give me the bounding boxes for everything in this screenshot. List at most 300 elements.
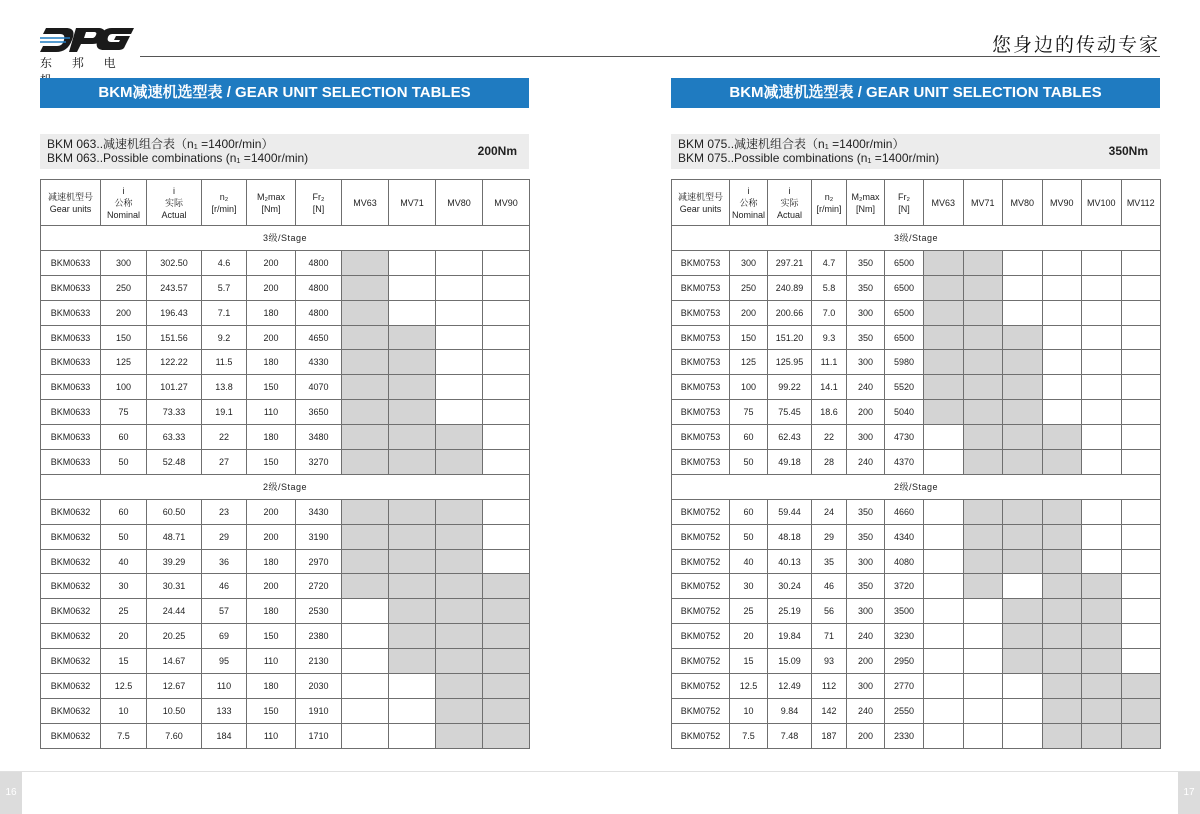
table-row bbox=[672, 599, 1161, 624]
motor-cell-mv90 bbox=[1042, 624, 1082, 649]
model-cell: BKM0633 bbox=[41, 350, 101, 375]
motor-cell-mv71 bbox=[963, 325, 1003, 350]
table-row bbox=[672, 450, 1161, 475]
model-cell: BKM0752 bbox=[672, 649, 730, 674]
m2max-cell: 350 bbox=[847, 250, 885, 275]
motor-cell-mv80 bbox=[1003, 275, 1043, 300]
n2-cell: 56 bbox=[812, 599, 847, 624]
ratio-actual-cell: 48.71 bbox=[147, 524, 202, 549]
fr2-cell: 3480 bbox=[296, 425, 342, 450]
n2-cell: 14.1 bbox=[812, 375, 847, 400]
m2max-header-line: M₂max bbox=[851, 191, 880, 202]
motor-cell-mv112 bbox=[1121, 574, 1161, 599]
motor-cell-mv100 bbox=[1082, 275, 1122, 300]
motor-cell-mv100 bbox=[1082, 549, 1122, 574]
model-cell: BKM0752 bbox=[672, 524, 730, 549]
ratio-actual-cell: 10.50 bbox=[147, 698, 202, 723]
motor-cell-mv100 bbox=[1082, 599, 1122, 624]
fr2-cell: 2970 bbox=[296, 549, 342, 574]
ratio-nominal-header-line: Nominal bbox=[731, 209, 765, 220]
m2max-cell: 240 bbox=[847, 698, 885, 723]
motor-cell-mv80 bbox=[436, 425, 483, 450]
fr2-cell: 3230 bbox=[885, 624, 924, 649]
fr2-cell: 2380 bbox=[296, 624, 342, 649]
table-row bbox=[672, 400, 1161, 425]
motor-cell-mv100 bbox=[1082, 524, 1122, 549]
fr2-cell: 2130 bbox=[296, 649, 342, 674]
company-logo bbox=[40, 26, 140, 70]
n2-cell: 7.0 bbox=[812, 300, 847, 325]
model-cell: BKM0753 bbox=[672, 250, 730, 275]
ratio-actual-header-line: 实际 bbox=[164, 197, 183, 208]
model-cell: BKM0753 bbox=[672, 400, 730, 425]
ratio-nominal-cell: 50 bbox=[730, 450, 768, 475]
m2max-cell: 180 bbox=[247, 599, 296, 624]
model-cell: BKM0633 bbox=[41, 275, 101, 300]
motor-cell-mv80 bbox=[1003, 250, 1043, 275]
motor-cell-mv71 bbox=[963, 574, 1003, 599]
motor-cell-mv90 bbox=[483, 450, 530, 475]
ratio-nominal-cell: 60 bbox=[101, 425, 147, 450]
torque-rating: 350Nm bbox=[1108, 144, 1148, 158]
motor-cell-mv63 bbox=[924, 350, 964, 375]
table-row bbox=[41, 275, 530, 300]
motor-cell-mv90 bbox=[483, 300, 530, 325]
motor-cell-mv63 bbox=[342, 499, 389, 524]
motor-cell-mv63 bbox=[924, 499, 964, 524]
ratio-nominal-cell: 100 bbox=[101, 375, 147, 400]
motor-cell-mv90 bbox=[483, 524, 530, 549]
ratio-nominal-header-line: 公称 bbox=[739, 197, 758, 208]
motor-cell-mv80 bbox=[1003, 425, 1043, 450]
motor-cell-mv71 bbox=[963, 674, 1003, 699]
motor-cell-mv63 bbox=[924, 400, 964, 425]
ratio-actual-cell: 14.67 bbox=[147, 649, 202, 674]
motor-cell-mv71 bbox=[963, 375, 1003, 400]
ratio-actual-header-line: Actual bbox=[776, 209, 802, 220]
gear-units-header bbox=[672, 180, 730, 226]
ratio-actual-cell: 7.60 bbox=[147, 723, 202, 748]
motor-cell-mv90 bbox=[1042, 325, 1082, 350]
motor-header-mv112 bbox=[1121, 180, 1161, 226]
m2max-cell: 110 bbox=[247, 400, 296, 425]
motor-cell-mv71 bbox=[963, 524, 1003, 549]
m2max-cell: 300 bbox=[847, 549, 885, 574]
motor-cell-mv80 bbox=[436, 275, 483, 300]
motor-cell-mv71 bbox=[389, 549, 436, 574]
fr2-header bbox=[885, 180, 924, 226]
table-row bbox=[41, 350, 530, 375]
motor-cell-mv63 bbox=[924, 375, 964, 400]
ratio-actual-cell: 40.13 bbox=[768, 549, 812, 574]
ratio-nominal-cell: 10 bbox=[730, 698, 768, 723]
table-row bbox=[672, 549, 1161, 574]
n2-cell: 22 bbox=[812, 425, 847, 450]
n2-cell: 22 bbox=[202, 425, 247, 450]
model-cell: BKM0633 bbox=[41, 375, 101, 400]
motor-cell-mv100 bbox=[1082, 450, 1122, 475]
model-cell: BKM0632 bbox=[41, 698, 101, 723]
m2max-cell: 350 bbox=[847, 574, 885, 599]
motor-cell-mv90 bbox=[1042, 275, 1082, 300]
motor-cell-mv63 bbox=[342, 574, 389, 599]
ratio-actual-header bbox=[147, 180, 202, 226]
motor-cell-mv80 bbox=[436, 499, 483, 524]
ratio-actual-cell: 75.45 bbox=[768, 400, 812, 425]
ratio-nominal-cell: 50 bbox=[730, 524, 768, 549]
ratio-actual-cell: 60.50 bbox=[147, 499, 202, 524]
motor-cell-mv63 bbox=[924, 250, 964, 275]
motor-cell-mv90 bbox=[1042, 599, 1082, 624]
ratio-nominal-cell: 50 bbox=[101, 524, 147, 549]
fr2-cell: 2030 bbox=[296, 674, 342, 699]
n2-cell: 13.8 bbox=[202, 375, 247, 400]
stage-row bbox=[672, 474, 1161, 499]
fr2-cell: 2950 bbox=[885, 649, 924, 674]
fr2-cell: 5040 bbox=[885, 400, 924, 425]
m2max-cell: 240 bbox=[847, 624, 885, 649]
selection-table-bkm063 bbox=[40, 179, 530, 749]
ratio-nominal-cell: 40 bbox=[730, 549, 768, 574]
motor-cell-mv80 bbox=[436, 649, 483, 674]
motor-cell-mv71 bbox=[963, 549, 1003, 574]
ratio-nominal-header bbox=[730, 180, 768, 226]
motor-cell-mv71 bbox=[389, 250, 436, 275]
model-cell: BKM0752 bbox=[672, 574, 730, 599]
fr2-cell: 3500 bbox=[885, 599, 924, 624]
m2max-cell: 300 bbox=[847, 350, 885, 375]
stage-row bbox=[672, 226, 1161, 251]
motor-cell-mv90 bbox=[483, 499, 530, 524]
n2-cell: 93 bbox=[812, 649, 847, 674]
n2-cell: 11.5 bbox=[202, 350, 247, 375]
ratio-nominal-cell: 20 bbox=[730, 624, 768, 649]
ratio-actual-header-line: i bbox=[173, 185, 175, 196]
motor-cell-mv90 bbox=[483, 698, 530, 723]
info-line-en: BKM 063..Possible combinations (n₁ =1400r/min) bbox=[47, 151, 309, 165]
ratio-actual-cell: 39.29 bbox=[147, 549, 202, 574]
motor-cell-mv63 bbox=[924, 325, 964, 350]
table-row bbox=[41, 599, 530, 624]
ratio-actual-header-line: Actual bbox=[161, 209, 187, 220]
fr2-cell: 6500 bbox=[885, 275, 924, 300]
motor-cell-mv100 bbox=[1082, 425, 1122, 450]
model-cell: BKM0632 bbox=[41, 499, 101, 524]
m2max-cell: 150 bbox=[247, 698, 296, 723]
table-row bbox=[672, 674, 1161, 699]
m2max-cell: 180 bbox=[247, 549, 296, 574]
ratio-actual-cell: 20.25 bbox=[147, 624, 202, 649]
m2max-cell: 150 bbox=[247, 450, 296, 475]
motor-cell-mv63 bbox=[342, 350, 389, 375]
fr2-cell: 4330 bbox=[296, 350, 342, 375]
table-row bbox=[672, 649, 1161, 674]
n2-cell: 46 bbox=[812, 574, 847, 599]
n2-cell: 46 bbox=[202, 574, 247, 599]
model-cell: BKM0632 bbox=[41, 524, 101, 549]
model-cell: BKM0633 bbox=[41, 450, 101, 475]
ratio-actual-header bbox=[768, 180, 812, 226]
motor-cell-mv71 bbox=[389, 624, 436, 649]
table-row bbox=[41, 425, 530, 450]
motor-cell-mv100 bbox=[1082, 300, 1122, 325]
motor-cell-mv71 bbox=[963, 723, 1003, 748]
motor-cell-mv100 bbox=[1082, 400, 1122, 425]
ratio-nominal-cell: 25 bbox=[730, 599, 768, 624]
ratio-nominal-cell: 300 bbox=[101, 250, 147, 275]
fr2-cell: 2330 bbox=[885, 723, 924, 748]
motor-cell-mv112 bbox=[1121, 250, 1161, 275]
fr2-cell: 3270 bbox=[296, 450, 342, 475]
stage-label: 3级/Stage bbox=[672, 226, 1161, 251]
n2-header-line: n₂ bbox=[219, 191, 229, 202]
n2-cell: 5.8 bbox=[812, 275, 847, 300]
table-row bbox=[672, 425, 1161, 450]
ratio-nominal-cell: 20 bbox=[101, 624, 147, 649]
motor-cell-mv80 bbox=[1003, 549, 1043, 574]
motor-cell-mv90 bbox=[483, 375, 530, 400]
motor-cell-mv63 bbox=[342, 450, 389, 475]
motor-cell-mv90 bbox=[1042, 350, 1082, 375]
m2max-cell: 200 bbox=[847, 400, 885, 425]
m2max-cell: 300 bbox=[847, 599, 885, 624]
table-row bbox=[672, 375, 1161, 400]
ratio-nominal-cell: 30 bbox=[730, 574, 768, 599]
motor-cell-mv71 bbox=[963, 350, 1003, 375]
m2max-cell: 180 bbox=[247, 425, 296, 450]
motor-cell-mv71 bbox=[389, 674, 436, 699]
motor-cell-mv112 bbox=[1121, 499, 1161, 524]
ratio-nominal-cell: 75 bbox=[101, 400, 147, 425]
ratio-nominal-header-line: Nominal bbox=[106, 209, 140, 220]
n2-cell: 112 bbox=[812, 674, 847, 699]
fr2-cell: 4800 bbox=[296, 275, 342, 300]
m2max-cell: 180 bbox=[247, 350, 296, 375]
ratio-actual-cell: 125.95 bbox=[768, 350, 812, 375]
table-row bbox=[672, 250, 1161, 275]
ratio-actual-cell: 25.19 bbox=[768, 599, 812, 624]
motor-cell-mv80 bbox=[1003, 649, 1043, 674]
table-row bbox=[672, 524, 1161, 549]
model-cell: BKM0752 bbox=[672, 499, 730, 524]
table-row bbox=[672, 624, 1161, 649]
motor-cell-mv63 bbox=[924, 275, 964, 300]
n2-cell: 23 bbox=[202, 499, 247, 524]
m2max-cell: 300 bbox=[847, 674, 885, 699]
motor-cell-mv63 bbox=[924, 674, 964, 699]
motor-cell-mv63 bbox=[342, 723, 389, 748]
motor-cell-mv90 bbox=[483, 549, 530, 574]
model-cell: BKM0753 bbox=[672, 300, 730, 325]
m2max-header-line: [Nm] bbox=[261, 203, 281, 214]
motor-cell-mv90 bbox=[1042, 649, 1082, 674]
motor-cell-mv71 bbox=[389, 723, 436, 748]
table-row bbox=[41, 400, 530, 425]
motor-header-mv100 bbox=[1082, 180, 1122, 226]
motor-cell-mv80 bbox=[436, 300, 483, 325]
motor-cell-mv90 bbox=[1042, 549, 1082, 574]
ratio-nominal-header-line: i bbox=[747, 185, 750, 196]
motor-cell-mv80 bbox=[1003, 450, 1043, 475]
m2max-cell: 300 bbox=[847, 300, 885, 325]
m2max-cell: 110 bbox=[247, 723, 296, 748]
motor-cell-mv112 bbox=[1121, 275, 1161, 300]
ratio-nominal-cell: 200 bbox=[730, 300, 768, 325]
model-cell: BKM0753 bbox=[672, 450, 730, 475]
motor-cell-mv63 bbox=[342, 599, 389, 624]
motor-cell-mv100 bbox=[1082, 250, 1122, 275]
selection-table-bkm075 bbox=[671, 179, 1161, 749]
m2max-cell: 200 bbox=[247, 524, 296, 549]
table-row bbox=[672, 300, 1161, 325]
m2max-cell: 300 bbox=[847, 425, 885, 450]
ratio-nominal-cell: 250 bbox=[730, 275, 768, 300]
motor-cell-mv112 bbox=[1121, 325, 1161, 350]
motor-cell-mv80 bbox=[436, 624, 483, 649]
motor-cell-mv80 bbox=[436, 400, 483, 425]
table-row bbox=[41, 300, 530, 325]
ratio-actual-cell: 15.09 bbox=[768, 649, 812, 674]
model-cell: BKM0632 bbox=[41, 723, 101, 748]
m2max-header-line: M₂max bbox=[257, 191, 285, 202]
page-title-right: BKM减速机选型表 / GEAR UNIT SELECTION TABLES bbox=[671, 78, 1160, 108]
fr2-cell: 1710 bbox=[296, 723, 342, 748]
gear-units-header-line: 减速机型号 bbox=[47, 191, 93, 202]
slogan: 您身边的传动专家 bbox=[991, 34, 1160, 56]
ratio-nominal-cell: 60 bbox=[730, 425, 768, 450]
ratio-actual-cell: 30.31 bbox=[147, 574, 202, 599]
fr2-cell: 5980 bbox=[885, 350, 924, 375]
motor-cell-mv90 bbox=[1042, 524, 1082, 549]
ratio-nominal-cell: 12.5 bbox=[101, 674, 147, 699]
motor-cell-mv63 bbox=[924, 574, 964, 599]
m2max-cell: 200 bbox=[247, 275, 296, 300]
fr2-header-line: Fr₂ bbox=[312, 191, 325, 202]
stage-label: 2级/Stage bbox=[672, 474, 1161, 499]
n2-cell: 5.7 bbox=[202, 275, 247, 300]
ratio-actual-cell: 52.48 bbox=[147, 450, 202, 475]
motor-cell-mv112 bbox=[1121, 649, 1161, 674]
motor-cell-mv80 bbox=[1003, 325, 1043, 350]
n2-header-line: [r/min] bbox=[816, 203, 842, 214]
gear-units-header bbox=[41, 180, 101, 226]
model-cell: BKM0633 bbox=[41, 325, 101, 350]
ratio-actual-cell: 122.22 bbox=[147, 350, 202, 375]
ratio-actual-cell: 297.21 bbox=[768, 250, 812, 275]
table-row bbox=[41, 499, 530, 524]
n2-cell: 9.3 bbox=[812, 325, 847, 350]
motor-header-mv90-line: MV90 bbox=[494, 197, 518, 208]
n2-cell: 29 bbox=[202, 524, 247, 549]
n2-cell: 28 bbox=[812, 450, 847, 475]
ratio-actual-cell: 99.22 bbox=[768, 375, 812, 400]
motor-header-mv63 bbox=[924, 180, 964, 226]
ratio-nominal-cell: 15 bbox=[730, 649, 768, 674]
stage-label: 3级/Stage bbox=[41, 226, 530, 251]
n2-cell: 4.7 bbox=[812, 250, 847, 275]
motor-cell-mv112 bbox=[1121, 674, 1161, 699]
motor-cell-mv90 bbox=[483, 599, 530, 624]
fr2-cell: 4370 bbox=[885, 450, 924, 475]
fr2-header-line: [N] bbox=[312, 203, 325, 214]
torque-rating: 200Nm bbox=[477, 144, 517, 158]
motor-cell-mv71 bbox=[389, 574, 436, 599]
motor-cell-mv90 bbox=[483, 425, 530, 450]
dpg-logo-icon bbox=[40, 26, 136, 54]
motor-cell-mv90 bbox=[1042, 425, 1082, 450]
ratio-nominal-cell: 300 bbox=[730, 250, 768, 275]
motor-cell-mv63 bbox=[924, 624, 964, 649]
motor-cell-mv90 bbox=[1042, 723, 1082, 748]
motor-cell-mv80 bbox=[1003, 674, 1043, 699]
model-cell: BKM0633 bbox=[41, 250, 101, 275]
motor-cell-mv80 bbox=[436, 698, 483, 723]
model-cell: BKM0632 bbox=[41, 674, 101, 699]
motor-cell-mv63 bbox=[924, 524, 964, 549]
motor-cell-mv71 bbox=[963, 599, 1003, 624]
motor-cell-mv63 bbox=[924, 649, 964, 674]
motor-cell-mv80 bbox=[1003, 300, 1043, 325]
motor-cell-mv90 bbox=[483, 574, 530, 599]
ratio-nominal-cell: 100 bbox=[730, 375, 768, 400]
model-cell: BKM0632 bbox=[41, 624, 101, 649]
gear-units-header-line: Gear units bbox=[49, 203, 92, 214]
m2max-cell: 350 bbox=[847, 499, 885, 524]
motor-cell-mv80 bbox=[436, 549, 483, 574]
motor-cell-mv71 bbox=[389, 524, 436, 549]
motor-cell-mv71 bbox=[963, 400, 1003, 425]
motor-cell-mv90 bbox=[483, 325, 530, 350]
motor-cell-mv100 bbox=[1082, 350, 1122, 375]
motor-header-mv90 bbox=[1042, 180, 1082, 226]
fr2-cell: 4080 bbox=[885, 549, 924, 574]
fr2-cell: 3650 bbox=[296, 400, 342, 425]
motor-cell-mv63 bbox=[342, 524, 389, 549]
table-row bbox=[41, 674, 530, 699]
gear-units-header-line: Gear units bbox=[679, 203, 722, 214]
motor-cell-mv112 bbox=[1121, 549, 1161, 574]
ratio-actual-cell: 240.89 bbox=[768, 275, 812, 300]
fr2-header bbox=[296, 180, 342, 226]
model-cell: BKM0752 bbox=[672, 599, 730, 624]
table-row bbox=[41, 325, 530, 350]
motor-cell-mv80 bbox=[436, 723, 483, 748]
ratio-nominal-cell: 150 bbox=[730, 325, 768, 350]
fr2-cell: 4340 bbox=[885, 524, 924, 549]
motor-cell-mv80 bbox=[1003, 400, 1043, 425]
model-cell: BKM0632 bbox=[41, 649, 101, 674]
stage-row bbox=[41, 474, 530, 499]
motor-cell-mv90 bbox=[1042, 674, 1082, 699]
motor-cell-mv71 bbox=[963, 250, 1003, 275]
n2-header bbox=[202, 180, 247, 226]
motor-cell-mv63 bbox=[342, 624, 389, 649]
motor-cell-mv80 bbox=[436, 574, 483, 599]
ratio-actual-cell: 24.44 bbox=[147, 599, 202, 624]
footer-divider bbox=[0, 771, 1200, 772]
motor-cell-mv63 bbox=[342, 425, 389, 450]
motor-cell-mv100 bbox=[1082, 674, 1122, 699]
ratio-actual-cell: 48.18 bbox=[768, 524, 812, 549]
info-box-right bbox=[671, 134, 1160, 169]
ratio-actual-cell: 12.49 bbox=[768, 674, 812, 699]
n2-cell: 27 bbox=[202, 450, 247, 475]
n2-cell: 35 bbox=[812, 549, 847, 574]
m2max-cell: 180 bbox=[247, 674, 296, 699]
ratio-actual-cell: 30.24 bbox=[768, 574, 812, 599]
motor-cell-mv71 bbox=[389, 375, 436, 400]
stage-label: 2级/Stage bbox=[41, 474, 530, 499]
